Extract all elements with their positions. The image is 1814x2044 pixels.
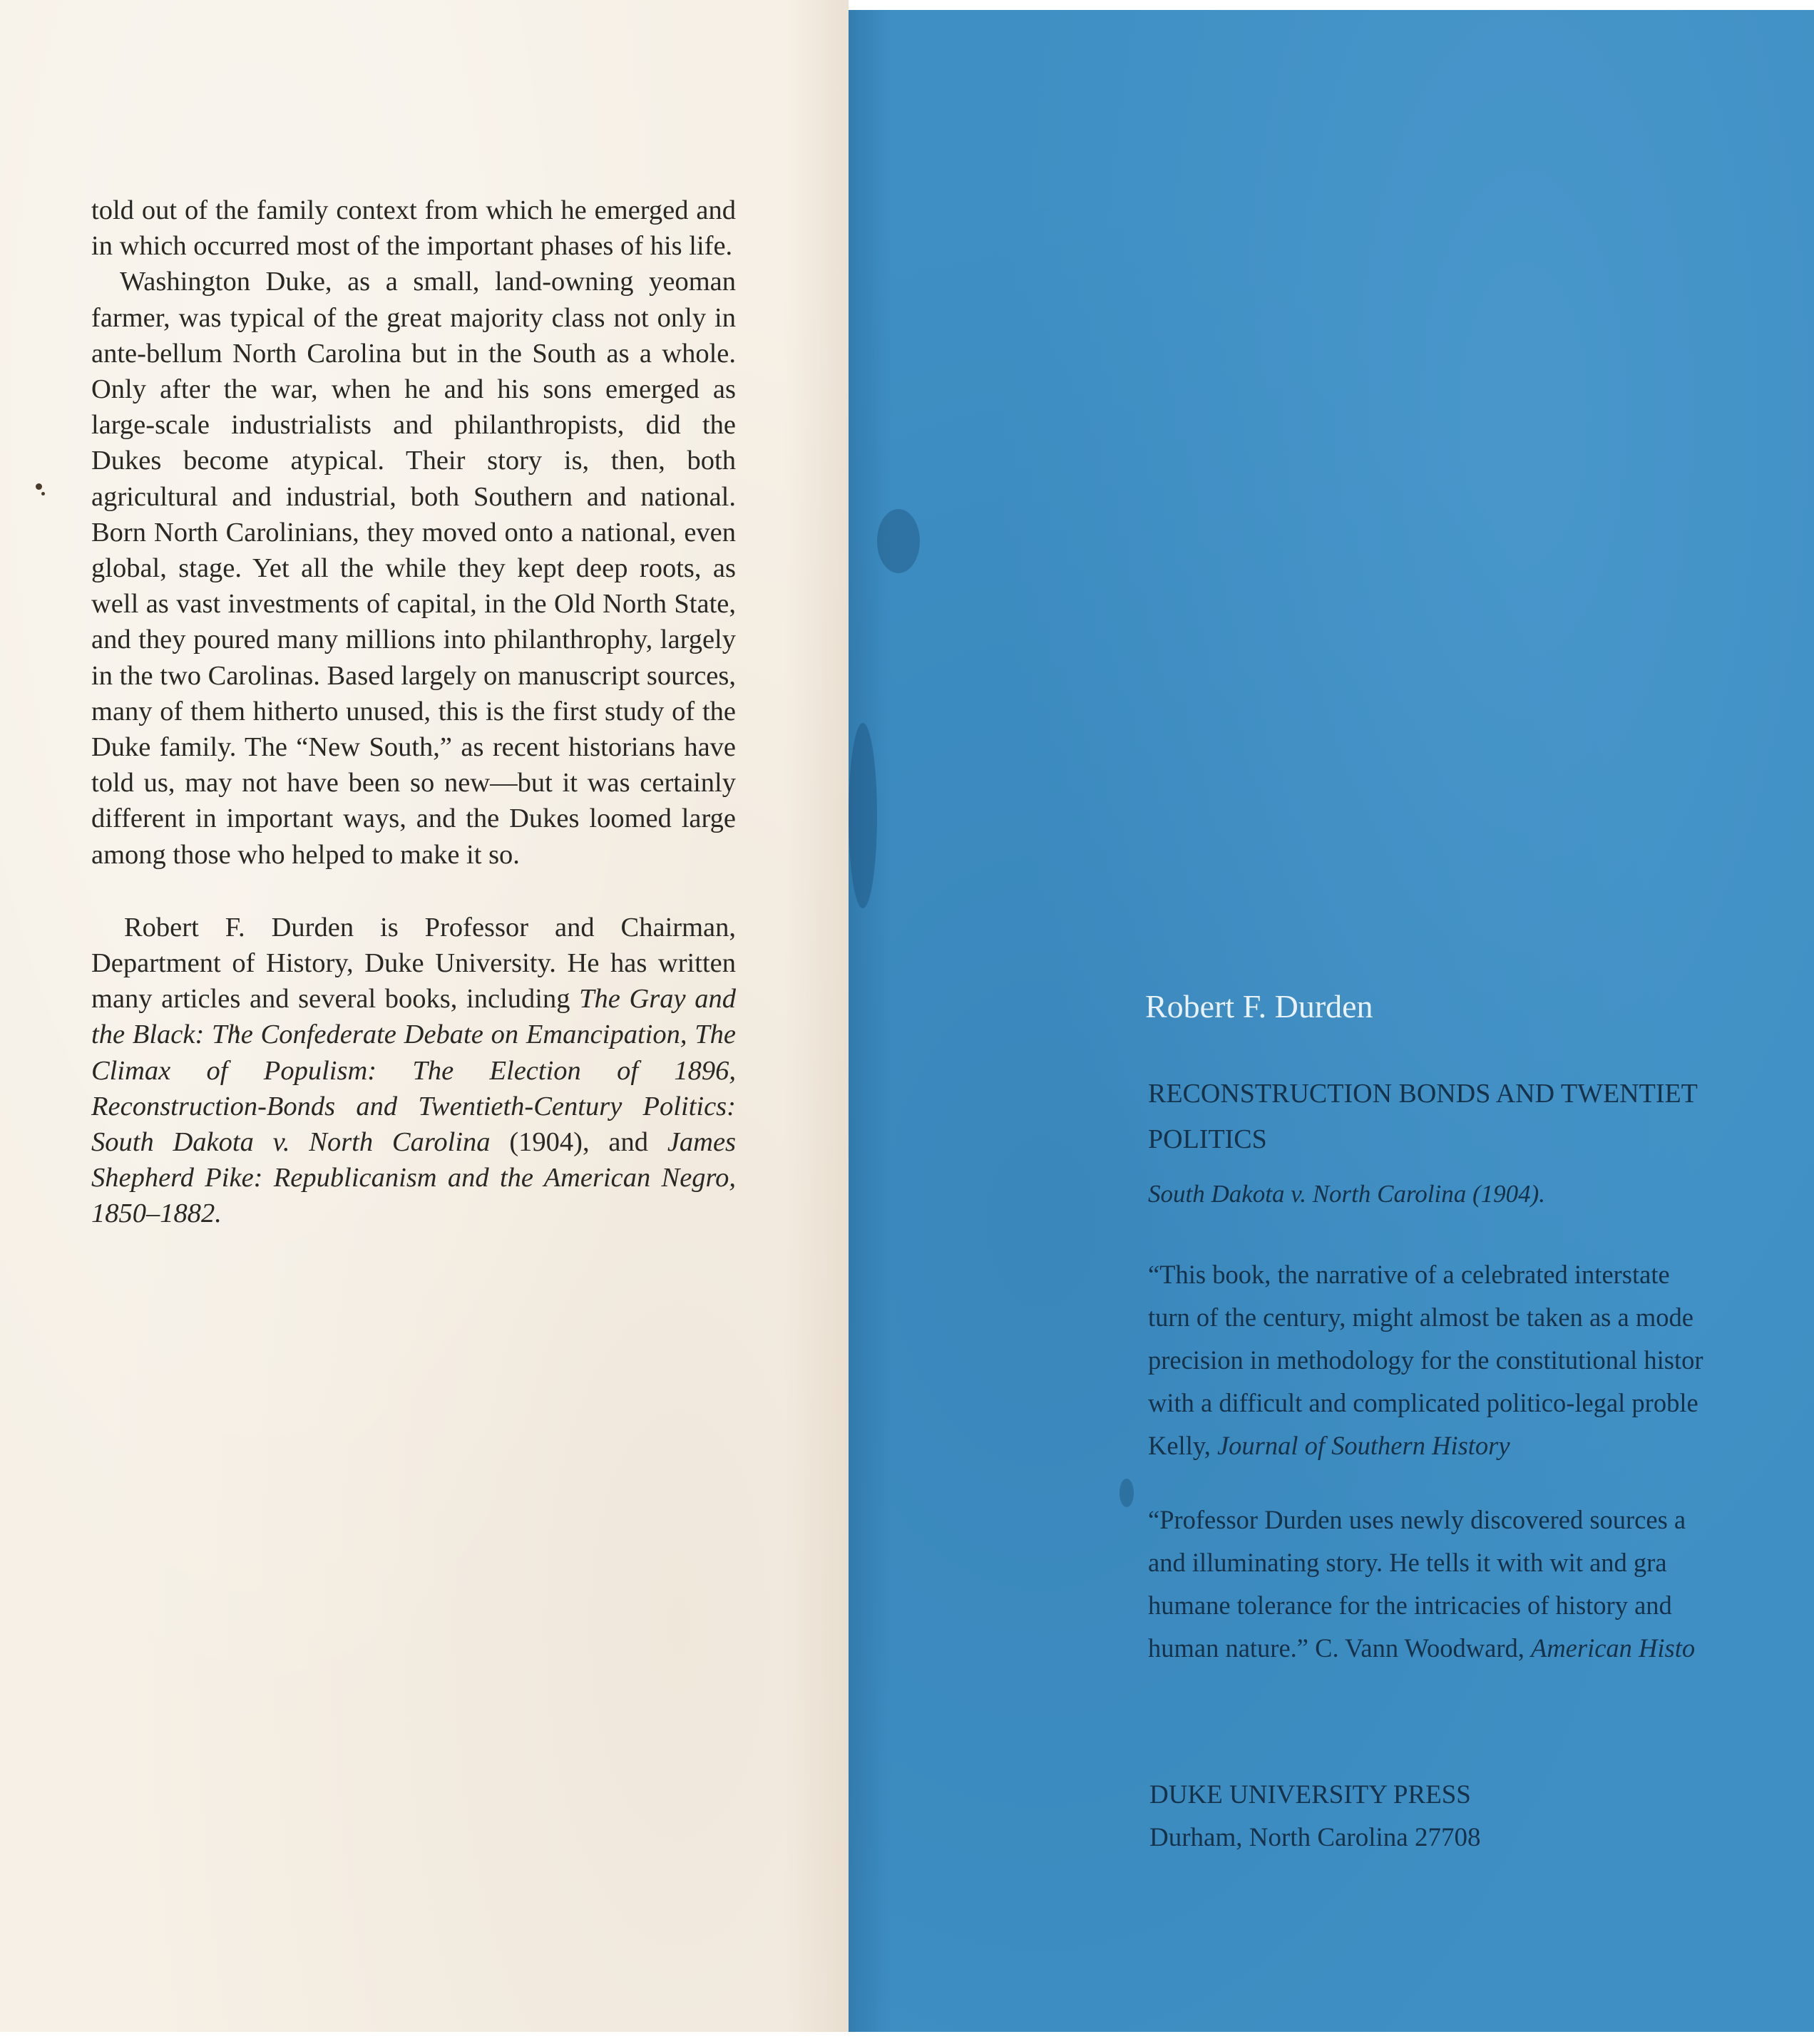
quote-2-line-2: and illuminating story. He tells it with wit and gra bbox=[1148, 1548, 1667, 1577]
cover-stain bbox=[1119, 1479, 1134, 1507]
quote-1-source: Journal of Southern History bbox=[1216, 1431, 1510, 1460]
quote-2-reviewer: human nature.” C. Vann Woodward, bbox=[1148, 1633, 1525, 1663]
flap-copy bbox=[91, 192, 736, 1232]
cover-stain bbox=[877, 509, 920, 573]
jacket-flap bbox=[0, 0, 849, 2032]
publisher-address: Durham, North Carolina 27708 bbox=[1149, 1823, 1481, 1852]
quote-2-line-4 bbox=[1148, 1627, 1814, 1670]
book-title-reconstruction-bonds: Reconstruction-Bonds and Twentieth-Century Politics: South Dakota v. North Carolina bbox=[91, 1091, 736, 1158]
quote-2-line-3: humane tolerance for the intricacies of history and bbox=[1148, 1591, 1672, 1620]
cover-author-name: Robert F. Durden bbox=[1145, 988, 1373, 1024]
publisher-name: DUKE UNIVERSITY PRESS bbox=[1149, 1780, 1471, 1809]
quote-1-attribution bbox=[1148, 1424, 1814, 1467]
paper-speck bbox=[41, 492, 45, 495]
book-title-climax-of-populism: The Climax of Populism: The Election of 1896, bbox=[91, 1020, 737, 1086]
cover-book-title bbox=[1148, 1071, 1814, 1162]
cover-stain bbox=[849, 723, 877, 908]
flap-fold-shadow bbox=[784, 0, 849, 2032]
quote-1-reviewer: Kelly, bbox=[1148, 1431, 1211, 1460]
author-bio-intro: Robert F. Durden is Professor and Chairman, Department of History, Duke University. He has written many articles and several books, including bbox=[91, 912, 736, 1015]
flap-paragraph-continued: told out of the family context from which he emerged and in which occurred most of the important phases of his life. bbox=[91, 195, 736, 262]
paper-speck bbox=[36, 483, 42, 490]
publisher-imprint bbox=[1149, 1774, 1480, 1859]
quote-1-line-1: “This book, the narrative of a celebrated interstate bbox=[1148, 1260, 1670, 1289]
cover-title-line-1: RECONSTRUCTION BONDS AND TWENTIET bbox=[1148, 1079, 1698, 1109]
book-title-james-shepherd-pike: James Shepherd Pike: Republicanism and the American Negro, 1850–1882. bbox=[91, 1127, 737, 1229]
quote-2-source: American Histo bbox=[1531, 1633, 1696, 1663]
author-bio bbox=[91, 910, 736, 1232]
quote-2-line-1: “Professor Durden uses newly discovered sources a bbox=[1148, 1505, 1686, 1534]
book-year: (1904), bbox=[509, 1127, 590, 1158]
quote-1-line-3: precision in methodology for the constitutional histor bbox=[1148, 1345, 1703, 1375]
review-quote-1 bbox=[1148, 1253, 1814, 1467]
bio-conjunction: and bbox=[608, 1127, 649, 1158]
review-quote-2 bbox=[1148, 1499, 1814, 1670]
quote-1-line-4: with a difficult and complicated politico-legal proble bbox=[1148, 1388, 1698, 1417]
cover-subtitle: South Dakota v. North Carolina (1904). bbox=[1148, 1180, 1546, 1208]
quote-1-line-2: turn of the century, might almost be taken as a mode bbox=[1148, 1303, 1693, 1332]
flap-paragraph-duke-family: Washington Duke, as a small, land-owning yeoman farmer, was typical of the great majority class not only in ante-bellum North Carolina but in the South as a whole. Only after the war, when he and his sons emerged as large-scale industrialists and philanthropists, did the Dukes become atypical. Their story is, then, both agricultural and industrial, both Southern and national. Born North Carolinians, they moved onto a national, even global, stage. Yet all the while they kept deep roots, as well as vast investments of capital, in the Old North State, and they poured many millions into philanthrophy, largely in the two Carolinas. Based largely on manuscript sources, many of them hitherto unused, this is the first study of the Duke family. The “New South,” as recent historians have told us, may not have been so new—but it was certainly different in important ways, and the Dukes loomed large among those who helped to make it so. bbox=[91, 267, 736, 870]
book-title-gray-and-black: The Gray and the Black: The Confederate Debate on Emancipation, bbox=[91, 984, 737, 1050]
cover-title-line-2: POLITICS bbox=[1148, 1124, 1267, 1154]
